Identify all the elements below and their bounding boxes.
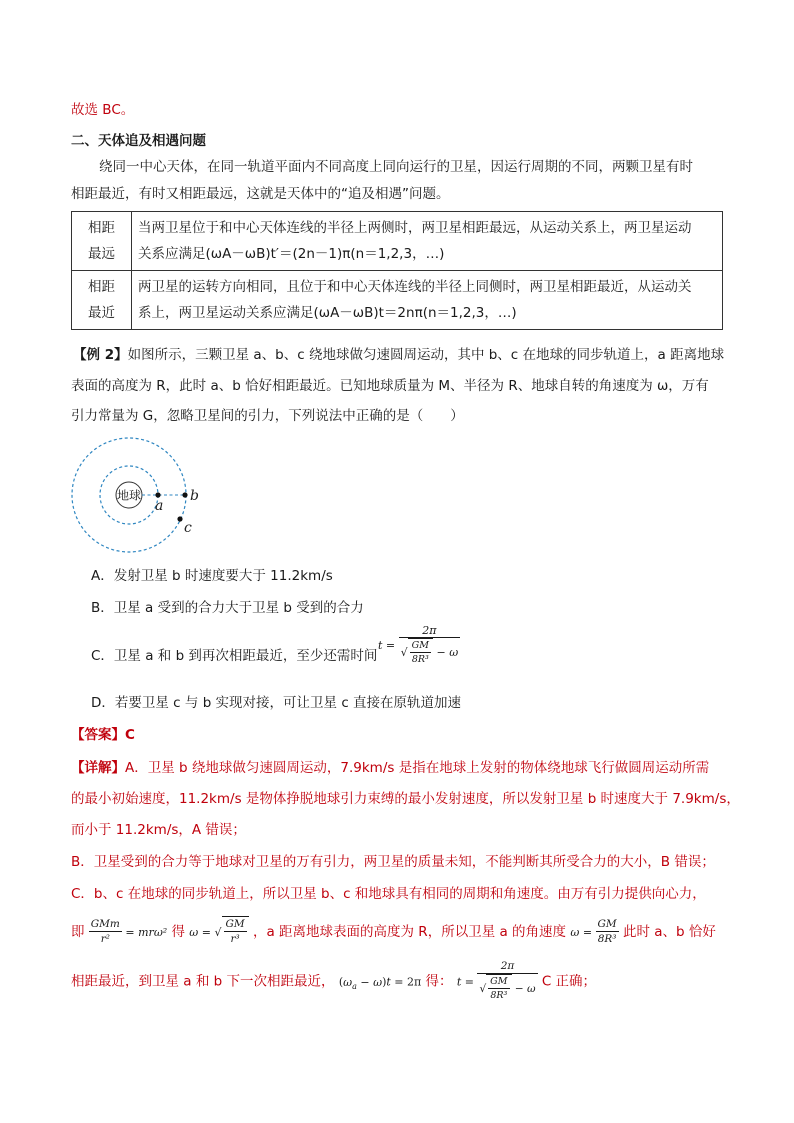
row-text-line: 系上，两卫星运动关系应满足(ωA－ωB)t＝2nπ(n＝1,2,3，…) [138, 305, 517, 321]
intro-line-1: 绕同一中心天体，在同一轨道平面内不同高度上同向运行的卫星，因运行周期的不同，两颗卫星有时 [99, 159, 693, 175]
definition-table [71, 211, 723, 330]
detail-line-1 [71, 758, 709, 778]
conclusion-line: 故选 BC。 [71, 102, 135, 118]
label-c: c [184, 520, 192, 536]
table-row-nearest [72, 271, 723, 330]
row-key-line: 相距 [88, 220, 115, 236]
orbit-diagram [66, 433, 206, 558]
answer-label: 【答案】 [71, 727, 125, 743]
row-text-line: 关系应满足(ωA－ωB)t′＝(2n－1)π(n＝1,2,3，…) [138, 246, 445, 262]
row-key-line: 最远 [88, 246, 115, 262]
row-text-nearest [132, 271, 723, 330]
gravity-formula: $\frac{\text{GMm}}{\text{r²}}$ [90, 918, 120, 945]
earth-label: 地球 [117, 488, 142, 503]
detail-6-b: 得 [171, 924, 185, 940]
example-line-3: 引力常量为 G，忽略卫星间的引力，下列说法中正确的是（ ） [71, 408, 464, 424]
row-text-farthest [132, 212, 723, 271]
answer-line [71, 725, 135, 745]
example-line-2: 表面的高度为 R，此时 a、b 恰好相距最近。已知地球质量为 M、半径为 R、地球自转的角速度为 ω，万有 [71, 378, 709, 394]
detail-line-4: B．卫星受到的合力等于地球对卫星的万有引力，两卫星的质量未知，不能判断其所受合力的大小，B 错误； [71, 854, 715, 870]
table-row-farthest [72, 212, 723, 271]
time-formula: 2π √ $\frac{GM}{\text{8R³}}$ − ω [479, 960, 536, 1001]
example-tag: 【例 2】 [73, 347, 128, 363]
detail-line-7: 相距最近，到卫星 a 和 b 下一次相距最近， $(\omega_a - \omega)t = 2\pi$ 得： t = 2π √ $\frac{GM}{\text{8R³}}$ − ω C 正确； [71, 960, 597, 1001]
detail-line-6: 即 $\frac{\text{GMm}}{\text{r²}}$ = mrω² 得 ω = √ $\frac{GM}{\text{r³}}$ ，a 距离地球表面的高度为 R，所以卫星 a 的角速度 ω = $\frac{GM}{\text{8R³}}$ 此时 a、b 恰好 [71, 918, 716, 945]
example-line-1 [73, 345, 724, 365]
option-b: B．卫星 a 受到的合力大于卫星 b 受到的合力 [91, 600, 364, 616]
detail-label: 【详解】 [71, 760, 125, 776]
option-c: C．卫星 a 和 b 到再次相距最近，至少还需时间 [91, 648, 378, 664]
detail-line-5: C．b、c 在地球的同步轨道上，所以卫星 b、c 和地球具有相同的周期和角速度。由万有引力提供向心力， [71, 886, 706, 902]
satellite-c-dot [177, 516, 182, 521]
detail-7-a: 相距最近，到卫星 a 和 b 下一次相距最近， [71, 973, 335, 990]
row-key-nearest [72, 271, 132, 330]
intro-line-2: 相距最近，有时又相距最远，这就是天体中的“追及相遇”问题。 [71, 186, 450, 202]
example-text-1: 如图所示，三颗卫星 a、b、c 绕地球做匀速圆周运动，其中 b、c 在地球的同步轨道上，a 距离地球 [127, 347, 725, 363]
option-a: A．发射卫星 b 时速度要大于 11.2km/s [91, 568, 333, 584]
label-a: a [155, 498, 164, 514]
label-b: b [190, 488, 199, 504]
detail-7-b: 得： [425, 973, 453, 990]
detail-line-3: 而小于 11.2km/s，A 错误； [71, 822, 246, 838]
detail-6-a: 即 [71, 924, 85, 940]
row-text-line: 当两卫星位于和中心天体连线的半径上两侧时，两卫星相距最远，从运动关系上，两卫星运动 [138, 220, 692, 236]
detail-6-c: ，a 距离地球表面的高度为 R，所以卫星 a 的角速度 [252, 924, 567, 940]
detail-6-d: 此时 a、b 恰好 [622, 924, 716, 940]
answer-value: C [125, 727, 135, 743]
detail-7-c: C 正确； [541, 973, 597, 990]
option-d: D．若要卫星 c 与 b 实现对接，可让卫星 c 直接在原轨道加速 [91, 695, 462, 711]
row-text-line: 两卫星的运转方向相同，且位于和中心天体连线的半径上同侧时，两卫星相距最近，从运动关 [138, 279, 692, 295]
omega-a-formula: $\frac{GM}{\text{8R³}}$ [597, 918, 617, 945]
satellite-a-dot [155, 492, 160, 497]
row-key-line: 最近 [88, 305, 115, 321]
satellite-b-dot [182, 492, 187, 497]
row-key-farthest [72, 212, 132, 271]
section-title: 二、天体追及相遇问题 [71, 133, 206, 149]
detail-text-1: A．卫星 b 绕地球做匀速圆周运动，7.9km/s 是指在地球上发射的物体绕地球飞行做圆周运动所需 [125, 760, 710, 776]
row-key-line: 相距 [88, 279, 115, 295]
detail-line-2: 的最小初始速度，11.2km/s 是物体挣脱地球引力束缚的最小发射速度，所以发射卫星 b 时速度大于 7.9km/s， [71, 791, 740, 807]
option-c-formula: t = 2π √ $\frac{GM}{\text{8R³}}$ − ω [378, 624, 459, 665]
